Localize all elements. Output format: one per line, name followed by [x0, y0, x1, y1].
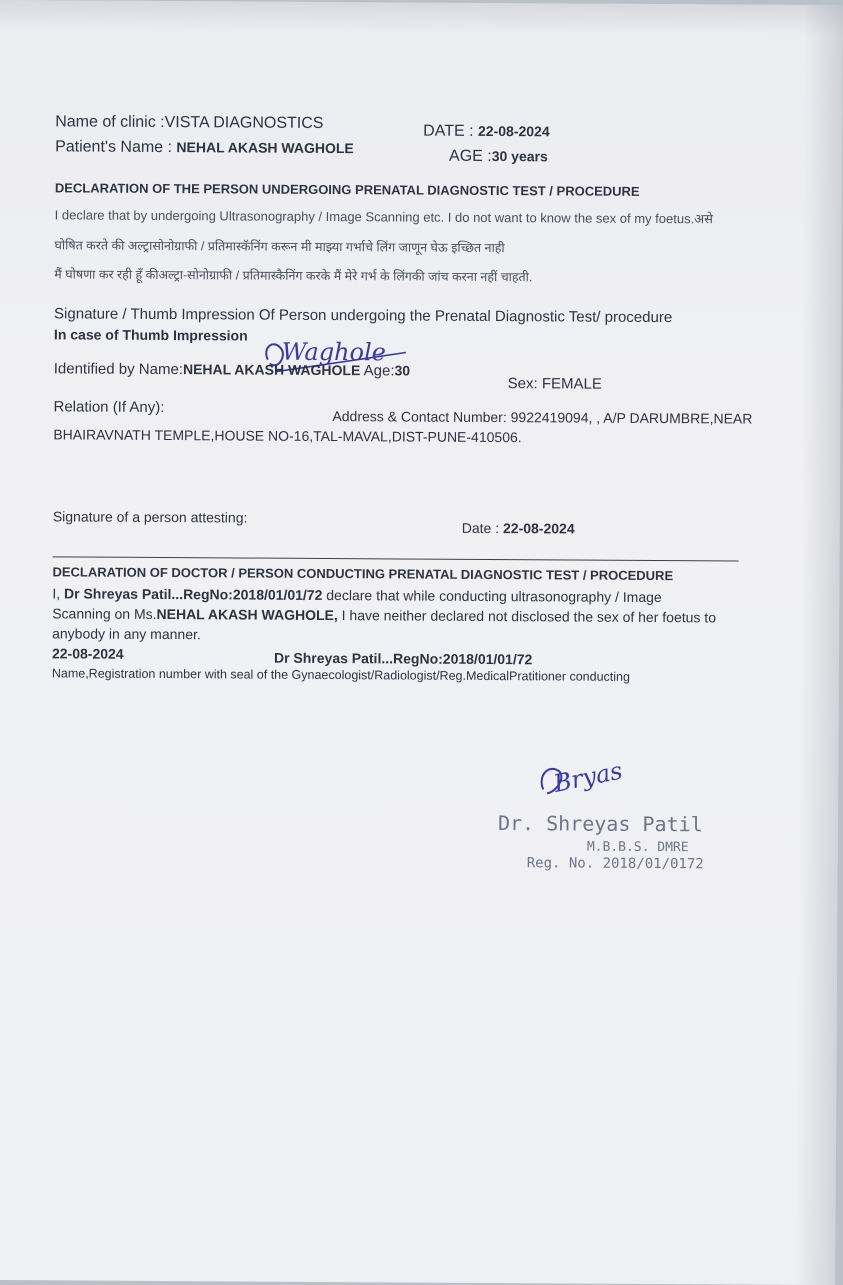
doctor-signature [535, 745, 655, 802]
patient-row [55, 138, 354, 158]
address-row [332, 408, 752, 427]
doctor-line2 [52, 605, 716, 625]
doctor-line1-prefix: I, [52, 585, 61, 602]
sex-value: FEMALE [541, 375, 602, 393]
doctor-line2-name: NEHAL AKASH WAGHOLE, [156, 605, 338, 624]
attest-date-label: Date : [461, 519, 500, 537]
identified-age-value: 30 [394, 362, 411, 379]
date-value: 22-08-2024 [477, 122, 550, 140]
thumb-impression-line: In case of Thumb Impression [53, 326, 248, 344]
patient-declaration-heading: DECLARATION OF THE PERSON UNDERGOING PRENATAL DIAGNOSTIC TEST / PROCEDURE [54, 180, 640, 199]
stamp-doctor-name: Dr. Shreyas Patil [497, 811, 703, 837]
age-value: 30 years [491, 148, 548, 165]
doctor-line3: anybody in any manner. [52, 625, 201, 643]
identified-name: NEHAL AKASH WAGHOLE [182, 361, 361, 379]
sex-row [508, 375, 602, 393]
address-label: Address & Contact Number: [332, 408, 507, 426]
doctor-line1-rest: declare that while conducting ultrasonography / Image [326, 587, 662, 606]
sex-label: Sex: [507, 375, 538, 393]
identified-label: Identified by Name: [53, 360, 184, 379]
attesting-label: Signature of a person attesting: [52, 508, 248, 526]
doctor-footer-line: Name,Registration number with seal of the Gynaecologist/Radiologist/Reg.MedicalPratitioner conducting [51, 666, 630, 684]
page-shadow-right [795, 5, 843, 1285]
doctor-line1 [52, 585, 661, 605]
doctor-line1-name: Dr Shreyas Patil...RegNo:2018/01/01/72 [63, 585, 323, 603]
declaration-hindi-line: मैं घोषणा कर रही हूँ कीअल्ट्रा-सोनोग्राफी / प्रतिमास्कैनिंग करके मैं मेरे गर्भ के लिंगकी जांच करना नहीं चाहती. [54, 267, 533, 285]
attest-date-row [462, 520, 575, 537]
address-line1: 9922419094, , A/P DARUMBRE,NEAR [510, 409, 753, 427]
declaration-english-line: I declare that by undergoing Ultrasonography / Image Scanning etc. I do not want to know the sex of my foetus.असे [54, 207, 713, 227]
address-line2: BHAIRAVNATH TEMPLE,HOUSE NO-16,TAL-MAVAL,DIST-PUNE-410506. [53, 426, 522, 446]
page-shadow-top [0, 0, 843, 35]
declaration-marathi-line: घोषित करते की अल्ट्रासोनोग्राफी / प्रतिमास्कॅनिंग करून मी माझ्या गर्भाचे लिंग जाणून घेऊ इच्छित नाही [54, 238, 505, 256]
doctor-signature-text: Bryas [551, 756, 625, 798]
section-divider [53, 556, 739, 561]
identified-row [54, 360, 410, 379]
stamp-registration: Reg. No. 2018/01/0172 [526, 855, 704, 873]
clinic-row [55, 113, 323, 133]
clinic-name: VISTA DIAGNOSTICS [164, 114, 324, 132]
date-label: DATE : [423, 122, 474, 140]
relation-label: Relation (If Any): [53, 398, 165, 417]
stamp-qualification: M.B.B.S. DMRE [586, 839, 689, 856]
doctor-registration: Dr Shreyas Patil...RegNo:2018/01/01/72 [273, 649, 533, 668]
doctor-line2-prefix: Scanning on Ms. [52, 605, 157, 622]
doctor-declaration-heading: DECLARATION OF DOCTOR / PERSON CONDUCTING PRENATAL DIAGNOSTIC TEST / PROCEDURE [52, 564, 674, 584]
doctor-declaration-date: 22-08-2024 [51, 645, 124, 662]
age-row [449, 148, 548, 167]
date-row [423, 123, 550, 142]
attest-date-value: 22-08-2024 [502, 520, 575, 537]
doctor-line2-rest: I have neither declared not disclosed the sex of her foetus to [341, 607, 717, 626]
patient-label: Patient's Name : [55, 138, 173, 157]
age-label: AGE : [449, 147, 492, 166]
patient-name: NEHAL AKASH WAGHOLE [176, 139, 354, 157]
signature-line: Signature / Thumb Impression Of Person undergoing the Prenatal Diagnostic Test/ procedure [54, 305, 673, 327]
patient-signature-text: Waghole [281, 337, 386, 367]
clinic-label: Name of clinic : [55, 113, 165, 132]
identified-age-label: Age: [363, 362, 395, 380]
